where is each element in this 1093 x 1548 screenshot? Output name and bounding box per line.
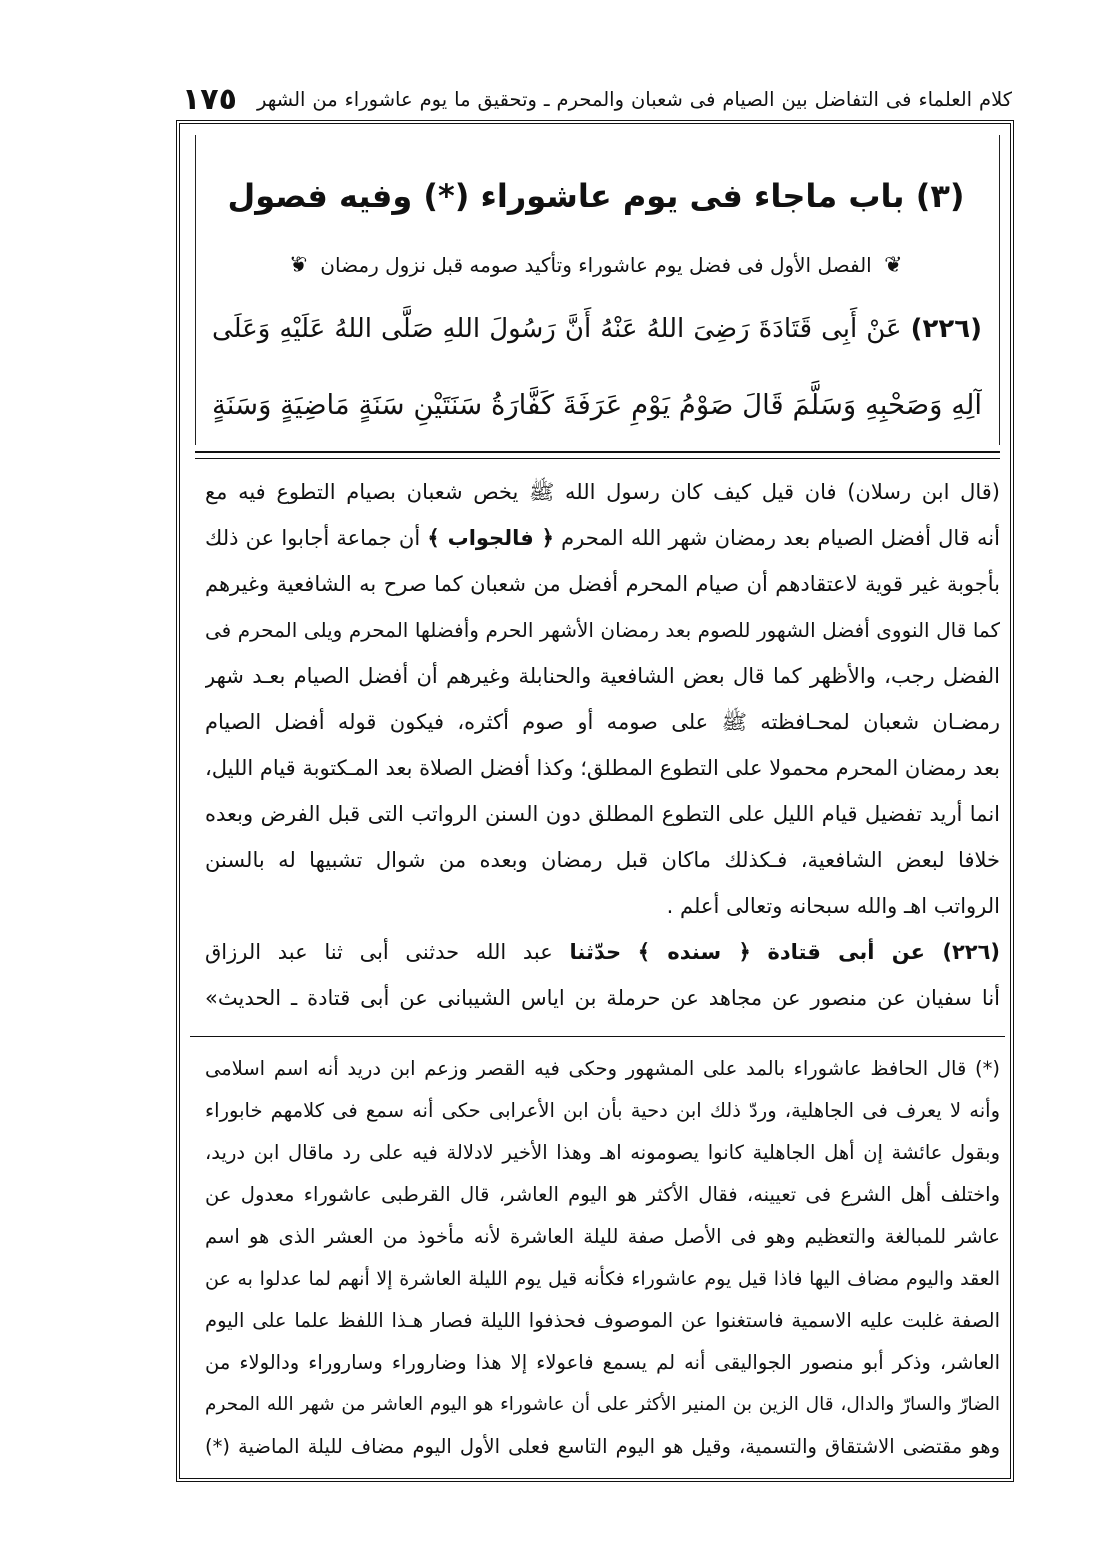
commentary-line bbox=[205, 929, 1000, 975]
footnote-line: وأنه لا يعرف فى الجاهلية، وردّ ذلك ابن دحية بأن ابن الأعرابى حكى أنه سمع فى كلامهم خابوراء bbox=[205, 1099, 1000, 1122]
commentary-text: أنه قال أفضل الصيام بعد رمضان شهر الله المحرم bbox=[561, 526, 1000, 550]
running-header bbox=[182, 80, 1012, 120]
hadith-text: آلِهِ وَصَحْبِهِ وَسَلَّمَ قَالَ صَوْمُ يَوْمِ عَرَفَةَ كَفَّارَةُ سَنَتَيْنِ سَنَةٍ مَاضِيَةٍ وَسَنَةٍ bbox=[212, 389, 982, 421]
commentary-line bbox=[205, 699, 1000, 745]
commentary-text: بأجوبة غير قوية لاعتقادهم أن صيام المحرم أفضل من شعبان كما صرح به الشافعية وغيرهم bbox=[205, 572, 1000, 596]
hadith-line bbox=[212, 303, 982, 355]
commentary-line bbox=[205, 745, 1000, 791]
footnote-block bbox=[205, 1048, 1000, 1468]
commentary-text: خلافا لبعض الشافعية، فـكذلك ماكان قبل رمضان وبعده من شوال تشبيها له بالسنن bbox=[205, 848, 1000, 872]
footnote-line: وبقول عائشة إن أهل الجاهلية كانوا يصومونه اهـ وهذا الأخير لادلالة فيه على رد ماقال ابن دريد، bbox=[205, 1141, 1000, 1164]
footnote-line: الصفة غلبت عليه الاسمية فاستغنوا عن الموصوف فحذفوا الليلة فصار هـذا اللفظ علما على اليوم bbox=[205, 1309, 1000, 1332]
footnote-line: وهو مقتضى الاشتقاق والتسمية، وقيل هو اليوم التاسع فعلى الأول اليوم مضاف لليلة الماضية (*) bbox=[205, 1435, 1000, 1458]
commentary-line bbox=[205, 653, 1000, 699]
commentary-text: رمضـان شعبان لمحـافظته ﷺ على صومه أو صوم أكثره، فيكون قوله أفضل الصيام bbox=[205, 710, 1000, 734]
chapter-title-text: باب ماجاء فى يوم عاشوراء (*) وفيه فصول bbox=[227, 177, 905, 215]
commentary-text: الفضل رجب، والأظهر كما قال بعض الشافعية والحنابلة وغيرهم أن أفضل الصيام بعـد شهر bbox=[205, 664, 1000, 688]
commentary-line bbox=[205, 561, 1000, 607]
commentary-line bbox=[205, 883, 1000, 929]
commentary-text: أن جماعة أجابوا عن ذلك bbox=[205, 526, 421, 550]
hadith-reference: (٢٢٦) عن أبى قتادة bbox=[767, 940, 1000, 964]
footnote-line: العاشر، وذكر أبو منصور الجواليقى أنه لم يسمع فاعولاء إلا هذا وضاروراء وساروراء ودالولاء من bbox=[205, 1351, 1000, 1374]
footnote-line: (*) قال الحافظ عاشوراء بالمد على المشهور وحكى فيه القصر وزعم ابن دريد أنه اسم اسلامى bbox=[205, 1057, 1000, 1080]
commentary-text: عبد الله حدثنى أبى ثنا عبد الرزاق bbox=[205, 940, 553, 964]
commentary-line bbox=[205, 469, 1000, 515]
chain-keyword: حدّثنا bbox=[569, 940, 622, 964]
commentary-text: انما أريد تفضيل قيام الليل على التطوع المطلق دون السنن الرواتب التى قبل الفرض وبعده bbox=[205, 802, 1000, 826]
commentary-text: أنا سفيان عن منصور عن مجاهد عن حرملة بن اياس الشيبانى عن أبى قتادة ـ الحديث» bbox=[205, 986, 1000, 1010]
chapter-heading-box bbox=[195, 135, 1000, 445]
running-header-title: كلام العلماء فى التفاضل بين الصيام فى شعبان والمحرم ـ وتحقيق ما يوم عاشوراء من الشهر bbox=[256, 88, 1012, 111]
footnote-line: الضارّ والسارّ والدال، قال الزين بن المنير الأكثر على أن عاشوراء هو اليوم العاشر من شهر الله المحرم bbox=[205, 1394, 1000, 1415]
floral-ornament-icon bbox=[884, 248, 902, 283]
commentary-line bbox=[205, 791, 1000, 837]
commentary-line bbox=[205, 515, 1000, 561]
hadith-line bbox=[212, 379, 982, 431]
section-title bbox=[236, 247, 956, 283]
hadith-text: عَنْ أَبِى قَتَادَةَ رَضِىَ اللهُ عَنْهُ أَنَّ رَسُولَ اللهِ صَلَّى اللهُ عَلَيْهِ وَعَلَى bbox=[212, 314, 902, 344]
footnote-line: العقد واليوم مضاف اليها فاذا قيل يوم عاشوراء فكأنه قيل يوم الليلة العاشرة إلا أنهم لما عدلوا به عن bbox=[205, 1268, 1000, 1290]
answer-heading: ﴿ فالجواب ﴾ bbox=[427, 526, 554, 550]
commentary-text: بعد رمضان المحرم محمولا على التطوع المطلق؛ وكذا أفضل الصلاة بعد المـكتوبة قيام الليل، bbox=[205, 756, 1000, 780]
section-title-text: الفصل الأول فى فضل يوم عاشوراء وتأكيد صومه قبل نزول رمضان bbox=[320, 253, 872, 277]
commentary-text: الرواتب اهـ والله سبحانه وتعالى أعلم . bbox=[666, 894, 1000, 918]
page-number: ١٧٥ bbox=[182, 82, 237, 117]
floral-ornament-icon bbox=[289, 248, 307, 283]
section-divider bbox=[195, 451, 1000, 459]
footnote-line: واختلف أهل الشرع فى تعيينه، فقال الأكثر هو اليوم العاشر، قال القرطبى عاشوراء معدول عن bbox=[205, 1183, 1000, 1206]
chapter-number: (٣) bbox=[915, 177, 965, 215]
commentary-text: كما قال النووى أفضل الشهور للصوم بعد رمضان الأشهر الحرم وأفضلها المحرم ويلى المحرم فى bbox=[205, 618, 1000, 642]
commentary-block bbox=[205, 469, 1000, 1021]
commentary-line bbox=[205, 837, 1000, 883]
commentary-text: (قال ابن رسلان) فان قيل كيف كان رسول الله ﷺ يخص شعبان بصيام التطوع فيه مع bbox=[205, 480, 1000, 504]
chapter-title bbox=[226, 163, 966, 229]
footnote-divider bbox=[190, 1036, 1005, 1037]
hadith-number: (٢٢٦) bbox=[910, 314, 982, 344]
footnote-line: عاشر للمبالغة والتعظيم وهو فى الأصل صفة لليلة العاشرة لأنه مأخوذ من العشر الذى هو اسم bbox=[205, 1225, 1000, 1248]
chain-heading: ﴿ سنده ﴾ bbox=[637, 940, 751, 964]
commentary-line bbox=[205, 607, 1000, 653]
commentary-line bbox=[205, 975, 1000, 1021]
